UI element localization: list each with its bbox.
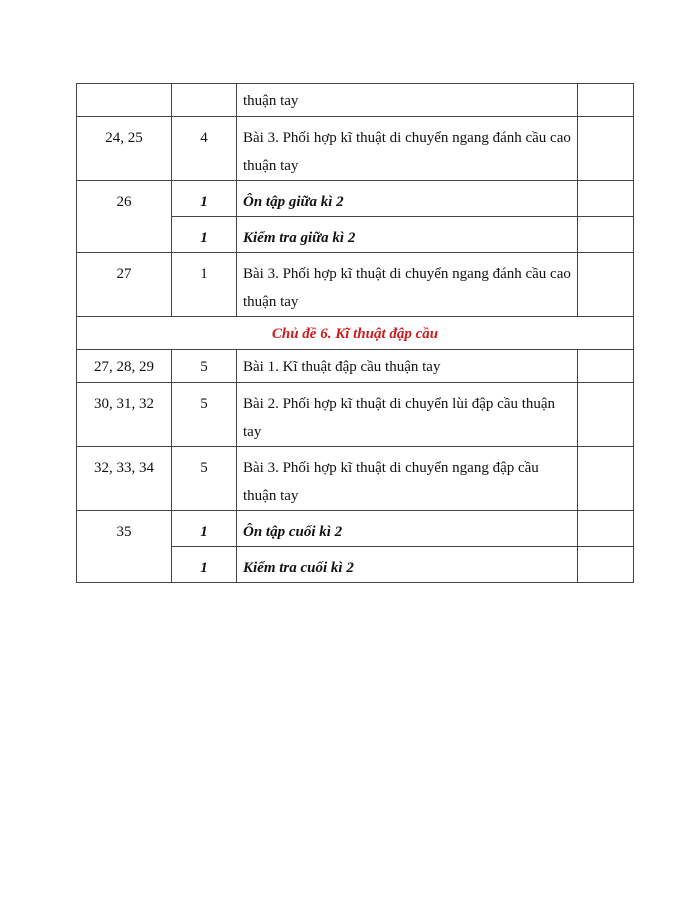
lesson-cell: thuận tay [237,84,578,117]
note-cell [578,350,634,383]
note-cell [578,117,634,181]
table-row [77,117,634,181]
table-row [77,84,634,117]
table-row [77,383,634,447]
periods-cell: 1 [172,253,237,317]
week-cell [77,84,172,117]
week-cell: 32, 33, 34 [77,447,172,511]
table-row [77,181,634,217]
periods-cell: 1 [172,181,237,217]
note-cell [578,383,634,447]
note-cell [578,217,634,253]
note-cell [578,547,634,583]
lesson-cell: Kiểm tra cuối kì 2 [237,547,578,583]
week-cell: 27 [77,253,172,317]
week-cell: 24, 25 [77,117,172,181]
periods-cell: 5 [172,383,237,447]
schedule-table [76,83,634,583]
note-cell [578,84,634,117]
lesson-cell: Bài 3. Phối hợp kĩ thuật di chuyển ngang đánh cầu cao thuận tay [237,117,578,181]
week-cell: 35 [77,511,172,583]
note-cell [578,511,634,547]
topic-row [77,317,634,350]
lesson-cell: Kiểm tra giữa kì 2 [237,217,578,253]
lesson-cell: Ôn tập giữa kì 2 [237,181,578,217]
periods-cell: 5 [172,447,237,511]
periods-cell: 4 [172,117,237,181]
note-cell [578,253,634,317]
table-row [77,350,634,383]
week-cell: 27, 28, 29 [77,350,172,383]
topic-heading: Chủ đề 6. Kĩ thuật đập cầu [77,317,634,350]
lesson-cell: Bài 1. Kĩ thuật đập cầu thuận tay [237,350,578,383]
note-cell [578,447,634,511]
table-row [77,511,634,547]
note-cell [578,181,634,217]
periods-cell [172,84,237,117]
periods-cell: 5 [172,350,237,383]
periods-cell: 1 [172,547,237,583]
week-cell: 30, 31, 32 [77,383,172,447]
table-row [77,253,634,317]
lesson-cell: Ôn tập cuối kì 2 [237,511,578,547]
week-cell: 26 [77,181,172,253]
table-row [77,447,634,511]
periods-cell: 1 [172,511,237,547]
lesson-cell: Bài 2. Phối hợp kĩ thuật di chuyển lùi đập cầu thuận tay [237,383,578,447]
lesson-cell: Bài 3. Phối hợp kĩ thuật di chuyển ngang đập cầu thuận tay [237,447,578,511]
lesson-cell: Bài 3. Phối hợp kĩ thuật di chuyển ngang đánh cầu cao thuận tay [237,253,578,317]
periods-cell: 1 [172,217,237,253]
